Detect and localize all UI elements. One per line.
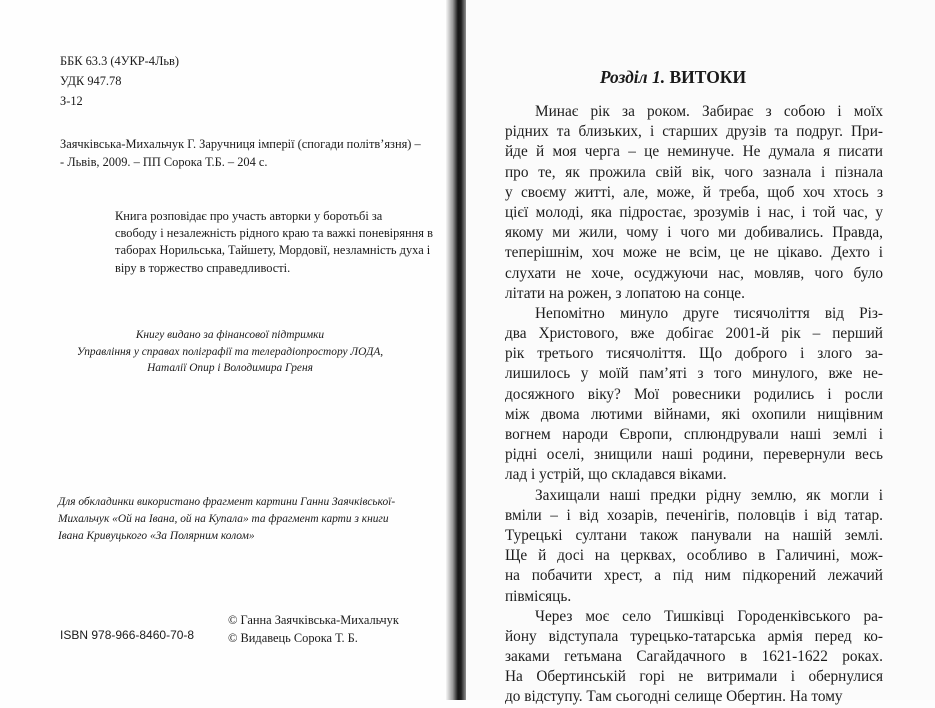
cover-line: Михальчук «Ой на Івана, ой на Купала» та фрагмент карти з книги	[58, 513, 389, 525]
body-line: вміли – і від хозарів, печенігів, половців і від татар.	[505, 506, 883, 524]
annotation	[115, 208, 438, 277]
bibliographic-record	[60, 135, 438, 171]
body-line: йону відступала турецько-татарська армія перед ко-	[505, 627, 883, 645]
isbn: ISBN 978-966-8460-70-8	[60, 628, 195, 642]
body-line: про те, як прожила свій вік, чого зазнала і пізнала	[505, 163, 883, 181]
body-line: цієї молоді, яка підростає, зрозумів і нас, і той час, у	[505, 203, 883, 221]
paragraph	[505, 102, 883, 304]
bibliographic-line: - Львів, 2009. – ПП Сорока Т.Б. – 204 с.	[60, 155, 268, 169]
author-mark: З-12	[60, 94, 83, 108]
paragraph	[505, 486, 883, 607]
annotation-line: таборах Норильська, Тайшету, Мордовії, незламність духа і	[115, 243, 431, 258]
body-line: рідні оселі, знищили наші родини, перевернули весь	[505, 446, 883, 464]
classification-codes	[60, 51, 179, 111]
body-line: у своєму житті, але, може, й треба, щоб хоч хтось з	[505, 183, 883, 201]
funding-line: Управління у справах поліграфії та телерадіопростору ЛОДА,	[76, 345, 384, 358]
copyright-line: © Видавець Сорока Т. Б.	[228, 631, 358, 645]
paragraph	[505, 607, 883, 708]
body-line: між двома лютими війнами, які охопили нищівним	[505, 405, 883, 423]
body-line: Захищали наші предки рідну землю, як могли і	[535, 486, 883, 504]
body-line: рік третього тисячоліття. Що доброго і злого за-	[505, 345, 883, 363]
body-line: заками гетьмана Сагайдачного в 1621-1622 роках.	[505, 648, 883, 666]
body-line: Непомітно минуло друге тисячоліття від Різ-	[535, 304, 883, 322]
annotation-line: Книга розповідає про участь авторки у боротьбі за	[115, 209, 383, 223]
chapter-label: Розділ 1.	[599, 67, 666, 87]
body-line: вогнем народи Європи, сплюндрували наші землі і	[505, 426, 883, 443]
body-line: півмісяць.	[505, 587, 572, 605]
paragraph	[505, 304, 883, 486]
udk-code: УДК 947.78	[60, 74, 122, 88]
body-line: два Христового, вже добігає 2001-й рік – перший	[505, 325, 883, 343]
chapter-heading	[466, 67, 880, 88]
body-line: досяжного віку? Мої ровесники родились і росли	[505, 385, 883, 403]
body-line: лад і устрій, що складався віками.	[505, 466, 727, 484]
bbk-code: ББК 63.3 (4УКР-4Льв)	[60, 54, 179, 68]
body-line: На Обертинській горі не витримали і обернулися	[505, 668, 883, 686]
body-line: лишилось у моїй пам’яті з того минулого, вже не-	[505, 365, 883, 383]
funding-note	[40, 327, 420, 377]
cover-note	[58, 494, 443, 545]
body-line: йде й моя черга – це неминуче. Не думала я писати	[505, 143, 883, 161]
chapter-body	[505, 102, 883, 708]
body-line: Через моє село Тишківці Городенківського ра-	[535, 607, 883, 625]
annotation-line: віру в торжество справедливості.	[115, 260, 291, 275]
body-line: слухати не хоче, осуджуючи нас, мовляв, чого було	[505, 264, 883, 282]
funding-line: Наталії Опир і Володимира Греня	[147, 362, 313, 374]
copyright-line: © Ганна Заячківська-Михальчук	[228, 613, 399, 627]
copyright-block	[228, 611, 399, 647]
body-line: на побачити хрест, а під ним підкорений лежачий	[505, 567, 883, 585]
funding-line: Книгу видано за фінансової підтримки	[135, 329, 325, 341]
body-line: літати на рожен, з лопатою на сонце.	[505, 284, 745, 302]
body-line: якому ми жили, чому і чого ми добивались. Правда,	[505, 224, 883, 242]
chapter-title: ВИТОКИ	[669, 67, 747, 87]
bibliographic-line: Заячківська-Михальчук Г. Заручниця імперії (спогади політв’язня) –	[60, 137, 421, 151]
body-line: теперішнім, хоч може не всім, це не цікаво. Дехто і	[505, 244, 883, 262]
body-line: Минає рік за роком. Забирає з собою і моїх	[535, 103, 883, 120]
annotation-line: свободу і незалежність рідного краю та важкі поневіряння в	[115, 226, 433, 241]
body-line: рідних та близьких, і старших друзів та подруг. При-	[505, 123, 883, 141]
body-line: до відступу. Там сьогодні селище Обертин. На тому	[505, 688, 843, 706]
body-line: Турецькі султани також панували на нашій землі.	[505, 526, 883, 544]
cover-line: Для обкладинки використано фрагмент картини Ганни Заячківської-	[58, 496, 396, 508]
body-line: Ще й досі на церквах, особливо в Галичині, мож-	[505, 547, 883, 565]
cover-line: Івана Кривуцького «За Полярним колом»	[58, 530, 255, 542]
imprint-page	[0, 0, 452, 700]
